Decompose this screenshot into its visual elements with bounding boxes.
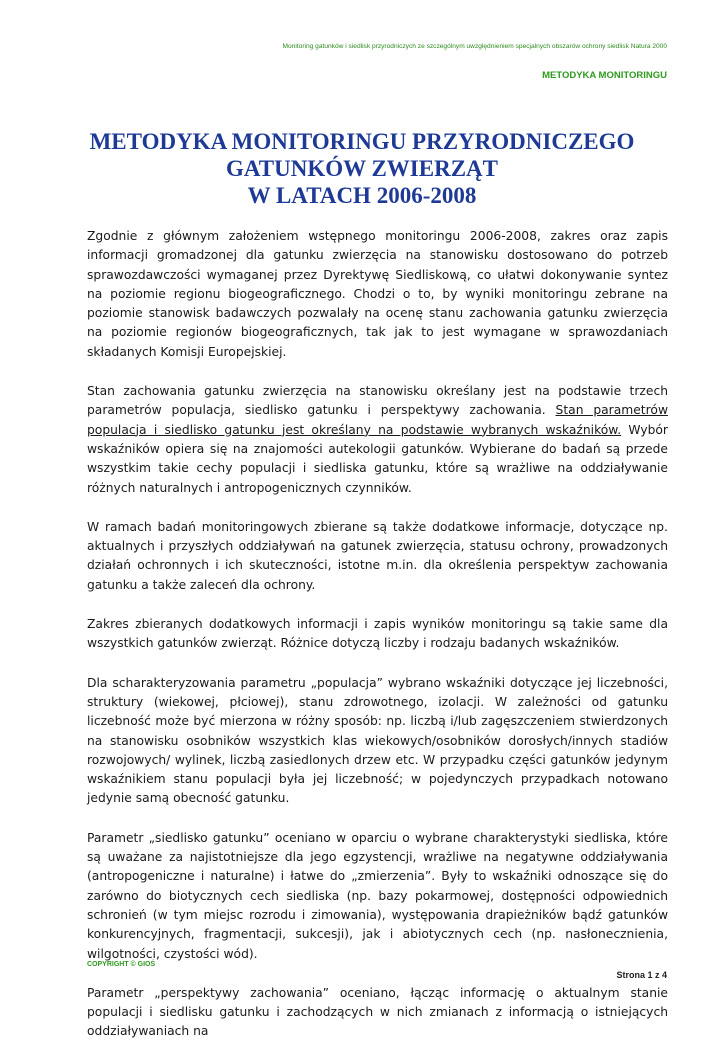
document-body xyxy=(87,227,668,1042)
paragraph-2-underlined: Stan parametrów populacja i siedlisko gatunku jest określany na podstawie wybranych wskaźników. xyxy=(87,403,668,437)
paragraph-5: Dla scharakteryzowania parametru „populacja” wybrano wskaźniki dotyczące jej liczebności, struktury (wiekowej, płciowej), stanu zdrowotnego, izolacji. W zależności od gatunku liczebność może być mierzona w różny sposób: np. liczbą i/lub zagęszczeniem stwierdzonych na stanowisku osobników wszystkich klas wiekowych/osobników dorosłych/innych stadiów rozwojowych/ wylinek, liczbą zasiedlonych drzew etc. W przypadku części gatunków jedynym wskaźnikiem stanu populacji była jej liczebność; w pojedynczych przypadkach notowano jedynie samą obecność gatunku. xyxy=(87,675,668,806)
paragraph-3: W ramach badań monitoringowych zbierane są także dodatkowe informacje, dotyczące np. aktualnych i przyszłych oddziaływań na gatunek zwierzęcia, statusu ochrony, prowadzonych działań ochronnych i ich skuteczności, istotne m.in. dla określenia perspektyw zachowania gatunku a także zaleceń dla ochrony. xyxy=(87,519,668,592)
section-label: METODYKA MONITORINGU xyxy=(542,70,667,81)
page-number: Strona 1 z 4 xyxy=(616,970,667,980)
title-line-3: W LATACH 2006-2008 xyxy=(247,183,477,208)
paragraph-6: Parametr „siedlisko gatunku” oceniano w oparciu o wybrane charakterystyki siedliska, które są uważane za najistotniejsze dla jego egzystencji, wrażliwe na negatywne oddziaływania (antropogeniczne i naturalne) i łatwe do „zmierzenia”. Były to wskaźniki odnoszące się do zarówno do biotycznych cech siedliska (np. bazy pokarmowej, dostępności odpowiednich schronień (w tym miejsc rozrodu i zimowania), występowania drapieżników bądź gatunków konkurencyjnych, fragmentacji, sukcesji), jak i abiotycznych cech (np. nasłonecznienia, wilgotności, czystości wód). xyxy=(87,830,668,961)
title-line-2: GATUNKÓW ZWIERZĄT xyxy=(225,156,498,181)
running-header: Monitoring gatunków i siedlisk przyrodniczych ze szczególnym uwzględnieniem specjalnych obszarów ochrony siedlisk Natura 2000 xyxy=(282,43,667,50)
paragraph-1: Zgodnie z głównym założeniem wstępnego monitoringu 2006-2008, zakres oraz zapis informacji gromadzonej dla gatunku zwierzęcia na stanowisku dostosowano do potrzeb sprawozdawczości wymaganej przez Dyrektywę Siedliskową, co ułatwi dokonywanie syntez na poziomie regionu biogeograficznego. Chodzi o to, by wyniki monitoringu zebrane na poziomie stanowisk badawczych pozwalały na ocenę stanu zachowania gatunku zwierzęcia na poziomie regionów biogeograficznych, tak jak to jest wymagane w sprawozdaniach składanych Komisji Europejskiej. xyxy=(87,229,668,359)
document-title xyxy=(60,128,664,209)
paragraph-2-part-a: Stan zachowania gatunku zwierzęcia na stanowisku określany jest na podstawie trzech parametrów populacja, siedlisko gatunku i perspektywy zachowania. xyxy=(87,384,668,418)
paragraph-2-part-c: Wybór wskaźników opiera się na znajomości autekologii gatunków. Wybierane do badań są przede wszystkim takie cechy populacji i siedliska gatunku, które są wrażliwe na oddziaływanie różnych naturalnych i antropogenicznych czynników. xyxy=(87,422,668,495)
copyright-notice: COPYRIGHT © GIOŚ xyxy=(87,961,156,968)
paragraph-2 xyxy=(87,382,668,498)
paragraph-4: Zakres zbieranych dodatkowych informacji i zapis wyników monitoringu są takie same dla wszystkich gatunków zwierząt. Różnice dotyczą liczby i rodzaju badanych wskaźników. xyxy=(87,617,668,651)
paragraph-7: Parametr „perspektywy zachowania” oceniano, łącząc informację o aktualnym stanie populacji i siedlisku gatunku i zachodzących w nich zmianach z informacją o istniejących oddziaływaniach na xyxy=(87,985,668,1039)
title-line-1: METODYKA MONITORINGU PRZYRODNICZEGO xyxy=(89,129,635,154)
